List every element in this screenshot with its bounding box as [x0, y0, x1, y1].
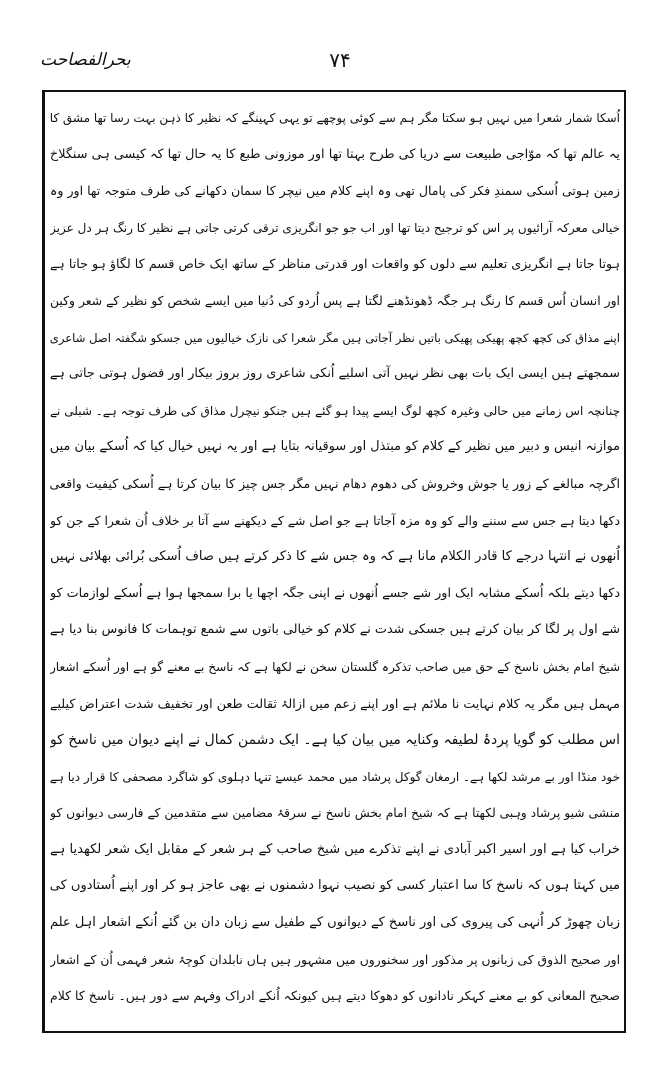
text-line: زمین ہوتی اُسکی سمندِ فکر کی پامال تھی وہ اپنے کلام میں نیچر کا سمان دکھانے کی طرف متوجہ تھا اور وہ: [50, 183, 620, 199]
text-line: اُسکا شمار شعرا میں نہیں ہو سکتا مگر ہم سے کوئی پوچھے تو یہی کہینگے کہ نظیر کا ذہن بہت رسا تھا مشق کا: [50, 111, 620, 125]
text-line: اپنے مذاق کی کچھ کچھ پھیکی پھیکی باتیں نظر آجاتی ہیں مگر شعرا کی نازک خیالیوں میں جسکو شگفتہ اصل شاعری: [50, 330, 620, 345]
text-line: اگرچہ مبالغے کے زور یا جوش وخروش کی دھوم دھام نہیں مگر جس چیز کا بیان کرتا ہے اُسکی کیفیت واقعی: [50, 475, 620, 491]
text-line: اس مطلب کو گویا پردۂ لطیفہ وکنایہ میں بیان کیا ہے۔ ایک دشمن کمال نے اپنے دیوان میں ناسخ کو: [50, 732, 620, 749]
page-number: ۷۴: [329, 48, 351, 72]
text-line: ہوتا جاتا ہے انگریزی تعلیم سے دلوں کو واقعات اور قدرتی مناظر کے ساتھ ایک خاص قسم کا لگاؤ ہو جاتا ہے: [50, 256, 620, 272]
text-line: صحیح المعانی کو بے معنے کہکر نادانوں کو دھوکا دیتے ہیں کیونکہ اُنکے ادراک وفہم سے دور ہیں۔ ناسخ کا کلام: [50, 988, 620, 1004]
text-line: خود منڈا اور بے مرشد لکھا ہے۔ ارمغان گوکل پرشاد میں محمد عیسےٰ تنہا دہلوی کو شاگرد مصحفی کا قرار دیا ہے: [50, 769, 620, 784]
text-line: شیخ امام بخش ناسخ کے حق میں صاحب تذکرہ گلستان سخن نے لکھا ہے کہ ناسخ بے معنے گو ہے اور اُسکے اشعار: [50, 659, 620, 674]
text-line: اُنھوں نے انتہا درجے کا قادر الکلام مانا ہے کہ وہ جس شے کا ذکر کرتے ہیں صاف اُسکی بُرائی بھلائی نہیں: [50, 549, 620, 565]
text-line: سمجھتے ہیں ایسی ایک بات بھی نظر نہیں آتی اسلیے اُنکی شاعری روز بروز بیکار اور فضول ہوتی جاتی ہے: [50, 366, 620, 382]
text-line: منشی شیو پرشاد وہبی لکھتا ہے کہ شیخ امام بخش ناسخ نے سرقۂ مضامین سے متقدمین کے فارسی دیوانوں کو: [50, 806, 620, 821]
body-text: [50, 100, 620, 1015]
running-header-book-title: بحرالفصاحت: [40, 50, 131, 70]
text-line: موازنہ انیس و دبیر میں نظیر کے کلام کو مبتذل اور سوقیانہ بتایا ہے اور یہ نہیں خیال کیا کہ اُسکے بیان میں: [50, 439, 620, 455]
text-line: میں کہتا ہوں کہ ناسخ کا سا اعتبار کسی کو نصیب نہوا دشمنوں نے بھی عاجز ہو کر اور اپنے اُستادوں کی: [50, 878, 620, 894]
text-line: شے اول پر لگا کر بیان کرتے ہیں جسکی شدت نے کلام کو خیالی باتوں سے شمع توہمات کا فانوس بنا دیا ہے: [50, 622, 620, 638]
text-line: یہ عالم تھا کہ موّاجی طبیعت سے دریا کی طرح بہتا تھا اور موزونی طبع کا یہ حال تھا کہ کیسی ہی سنگلاخ: [50, 146, 620, 162]
text-line: دکھا دیتے بلکہ اُسکے مشابہ ایک اور شے جسے اُنھوں نے اپنی جگہ اچھا یا برا سمجھا ہوا ہے اُسکے لوازمات کو: [50, 585, 620, 601]
text-line: مہمل ہیں مگر یہ کلام نہایت نا ملائم ہے اور اپنے زعم میں ازالۂ ثقالت طعن اور تخفیف شدت اعتراض کیلیے: [50, 695, 620, 711]
text-line: اور انسان اُس قسم کا رنگ ہر جگہ ڈھونڈھنے لگتا ہے پس اُردو کی دُنیا میں ایسے شخص کو نظیر کے شعر وکین: [50, 293, 620, 308]
text-line: خیالی معرکہ آرائیوں پر اس کو ترجیح دیتا تھا اور اب جو جو انگریزی ترقی کرتی جاتی ہے نظیر کا رنگ ہر دل عزیز: [50, 220, 620, 235]
text-line: اور صحیح الذوق کی زبانوں پر مذکور اور سخنوروں میں مشہور ہیں ہاں نابلدان کوچۂ شعر فہمی اُن کے اشعار: [50, 952, 620, 967]
text-line: خراب کیا ہے اور اسیر اکبر آبادی نے اپنے تذکرے میں شیخ صاحب کے ہر شعر کے مقابل ایک شعر لکھدیا ہے: [50, 841, 620, 857]
text-line: دکھا دیتا ہے جس سے سننے والے کو وہ مزہ آجاتا ہے جو اصل شے کے دیکھنے سے آتا بر خلاف اُن شعرا کے جن کو: [50, 512, 620, 528]
text-line: زبان چھوڑ کر اُنہی کی پیروی کی اور ناسخ کے دیوانوں کے طفیل سے زبان دان بن گئے اُنکے اشعار اہل علم: [50, 915, 620, 931]
text-line: چنانچہ اس زمانے میں حالی وغیرہ کچھ لوگ ایسے پیدا ہو گئے ہیں جنکو نیچرل مذاق کی طرف توجہ ہے۔ شبلی نے: [50, 403, 620, 418]
